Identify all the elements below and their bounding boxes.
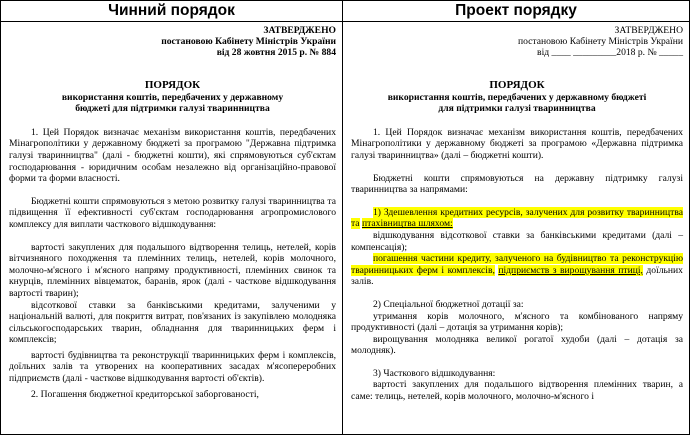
paragraph: 1. Цей Порядок визначає механізм використання коштів, передбачених Мінагрополітики у державному бюджеті за програмою "Державна підтримка галузі тваринництва" (далі - бюджетні кошти), які спрямовуються суб'єктам господарювання - юридичним особам незалежно від організаційно-правової форми та форми власності.: [9, 126, 336, 185]
paragraph: відсоткової ставки за банківськими кредитами, залученими у національній валюті, для покриття витрат, пов'язаних із закупівлею молодняка сільськогосподарських тварин, обладнання для тваринницьких ферм і комплексів;: [9, 299, 336, 346]
approval-date: від ____ _________2018 р. № _____: [537, 47, 683, 59]
paragraph: утримання корів молочного, м'ясного та комбінованого напряму продуктивності (далі – дотація за утримання корів);: [351, 310, 683, 334]
title-line: для підтримки галузі тваринництва: [438, 103, 596, 115]
document-title: [9, 79, 336, 115]
draft-order-content: [343, 25, 689, 403]
highlighted-text: 1) Здешевлення кредитних ресурсів, залучених для розвитку тваринництва та: [351, 206, 683, 230]
underlined-highlighted-text: підприємств з вирощування птиці,: [498, 264, 643, 276]
paragraph: вартості закуплених для подальшого відтворення телиць, нетелей, корів вітчизняного походження та племінних телиць, нетелей, корів молочного, молочно-м'ясного і м'ясного напряму продуктивності, племінних свинок та кнурців, племінних вівцематок, баранів, ярок (далі - часткове відшкодування вартості тварин);: [9, 241, 336, 299]
title-line: ПОРЯДОК: [144, 78, 201, 91]
title-line: використання коштів, передбачених у державному бюджеті: [387, 91, 647, 103]
draft-order-column: [343, 1, 689, 434]
current-order-content: [1, 25, 342, 400]
title-line: ПОРЯДОК: [489, 78, 545, 91]
title-line: використання коштів, передбачених у державному: [61, 91, 284, 103]
highlighted-paragraph: [351, 207, 683, 230]
paragraph: вартості будівництва та реконструкції тваринницьких ферм і комплексів, доїльних залів та утворених на кооперативних засадах м'ясопереробних підприємств (далі - часткове відшкодування вартості об'єктів).: [9, 349, 336, 385]
paragraph: вартості закуплених для подальшого відтворення племінних тварин, а саме: телиць, нетелей, корів молочного, молочно-м'ясного і: [351, 379, 683, 403]
title-line: бюджеті для підтримки галузі тваринництва: [75, 103, 270, 115]
paragraph: 2) Спеціальної бюджетної дотації за:: [373, 298, 524, 310]
current-order-column: [1, 1, 343, 434]
paragraph: 2. Погашення бюджетної кредиторської заборгованості,: [31, 388, 259, 400]
draft-order-header: Проект порядку: [343, 1, 689, 22]
approval-title: ЗАТВЕРДЖЕНО: [614, 25, 683, 36]
paragraph: 1. Цей Порядок визначає механізм використання коштів, передбачених Мінагрополітики у державному бюджеті за програмою «Державна підтримка галузі тваринництва» (далі – бюджетні кошти).: [351, 126, 683, 161]
approval-line: постановою Кабінету Міністрів України: [161, 36, 336, 48]
highlighted-paragraph: [351, 253, 683, 288]
approval-title: ЗАТВЕРДЖЕНО: [263, 25, 336, 36]
approval-date: від 28 жовтня 2015 р. № 884: [216, 47, 336, 59]
highlighted-text: погашення частини кредиту, залученого на будівництво та реконструкцію тваринницьких ферм і комплексів,: [351, 253, 683, 276]
paragraph: Бюджетні кошти спрямовуються з метою розвитку галузі тваринництва та підвищення її ефективності суб'єктам господарювання агропромислового комплексу для виплати часткового відшкодування:: [9, 195, 336, 230]
plain-text: доїльних залів.: [351, 264, 683, 288]
approval-line: постановою Кабінету Міністрів України: [517, 36, 683, 48]
paragraph: Бюджетні кошти спрямовуються на державну підтримку галузі тваринництва за напрямами:: [351, 172, 683, 196]
current-order-header: Чинний порядок: [1, 1, 342, 22]
approval-block: [9, 25, 336, 59]
paragraph: вирощування молодняка великої рогатої худоби (далі – дотація за молодняк).: [351, 333, 683, 357]
approval-block: [351, 25, 683, 59]
document-title: [351, 79, 683, 115]
paragraph: 3) Часткового відшкодування:: [373, 367, 496, 379]
underlined-highlighted-text: птахівництва шляхом:: [361, 218, 453, 230]
paragraph: відшкодування відсоткової ставки за банківськими кредитами (далі – компенсація);: [351, 229, 683, 253]
